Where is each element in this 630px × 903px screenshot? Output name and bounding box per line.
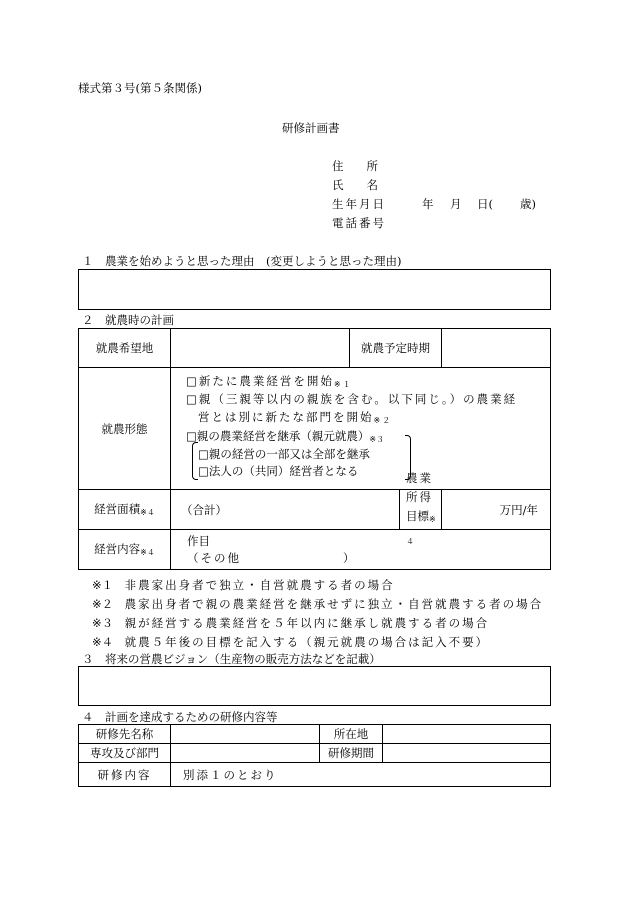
option-corporate-manager[interactable]: □法人の（共同）経営者となる [198,464,359,478]
option-new-division-cont: 営とは別に新たな部門を開始$_{※2}$ [198,410,393,425]
training-content-label: 研修内容 [79,763,171,787]
note-3: ※３ 親が経営する農業経営を５年以内に継承し就農する者の場合 [92,616,490,630]
birth-day-unit: 日( [477,197,493,211]
section4-title: ４ 計画を達成するための研修内容等 [82,710,278,724]
schedule-field[interactable] [442,329,551,368]
birthdate-label: 生年月日 [332,197,386,211]
area-total[interactable]: （合計） [171,490,400,529]
section1-title: １ 農業を始めようと思った理由 (変更しようと思った理由) [82,254,402,268]
training-location-field[interactable] [383,725,551,744]
document-title: 研修計画書 [282,121,340,135]
option-new-division[interactable]: □親（三親等以内の親族を含む。以下同じ。）の農業経 [186,392,518,406]
note-1: ※１ 非農家出身者で独立・自営就農する者の場合 [92,578,395,592]
provider-label: 研修先名称 [79,725,171,744]
birth-year-unit: 年 [422,197,434,211]
provider-field[interactable] [171,725,320,744]
training-content-value[interactable]: 別添１のとおり [171,763,551,787]
major-label: 専攻及び部門 [79,744,171,763]
form-label: 就農形態 [79,368,171,490]
location-label: 就農希望地 [79,329,171,368]
training-location-label: 所在地 [320,725,383,744]
section2-title: ２ 就農時の計画 [82,313,174,327]
area-label: 経営面積$_{※4}$ [79,490,171,530]
period-field[interactable] [383,744,551,763]
name-label: 氏 名 [332,178,378,192]
content-field[interactable]: 作目 （その他 ） [171,530,551,570]
other-label: （その他 [187,550,241,565]
income-label: 農業所得 目標$_{※4}$ [406,470,436,546]
phone-label: 電話番号 [332,216,386,230]
age-unit: 歳) [520,197,536,211]
major-field[interactable] [171,744,320,763]
section3-title: ３ 将来の営農ビジョン（生産物の販売方法などを記載） [82,652,381,666]
crop-label: 作目 [187,533,210,548]
birth-month-unit: 月 [450,197,462,211]
training-table [78,724,551,787]
note-2: ※２ 農家出身者で親の農業経営を継承せずに独立・自営就農する者の場合 [92,597,544,611]
vision-field[interactable] [78,666,551,706]
option-partial-succession[interactable]: □親の経営の一部又は全部を継承 [198,447,370,461]
period-label: 研修期間 [320,744,383,763]
option-new-farm[interactable]: □新たに農業経営を開始$_{※1}$ [186,374,353,389]
note-4: ※４ 就農５年後の目標を記入する（親元就農の場合は記入不要） [92,635,490,649]
income-field[interactable]: 万円/年 [442,490,551,530]
location-field[interactable] [171,329,350,368]
content-label: 経営内容$_{※4}$ [79,530,171,570]
option-succession[interactable]: □親の農業経営を継承（親元就農）$_{※3}$ [186,429,385,444]
address-label: 住 所 [332,159,378,173]
schedule-label: 就農予定時期 [350,329,442,368]
reason-field[interactable] [78,269,551,310]
bracket-right [405,435,411,480]
form-number: 様式第３号(第５条関係) [78,81,202,95]
